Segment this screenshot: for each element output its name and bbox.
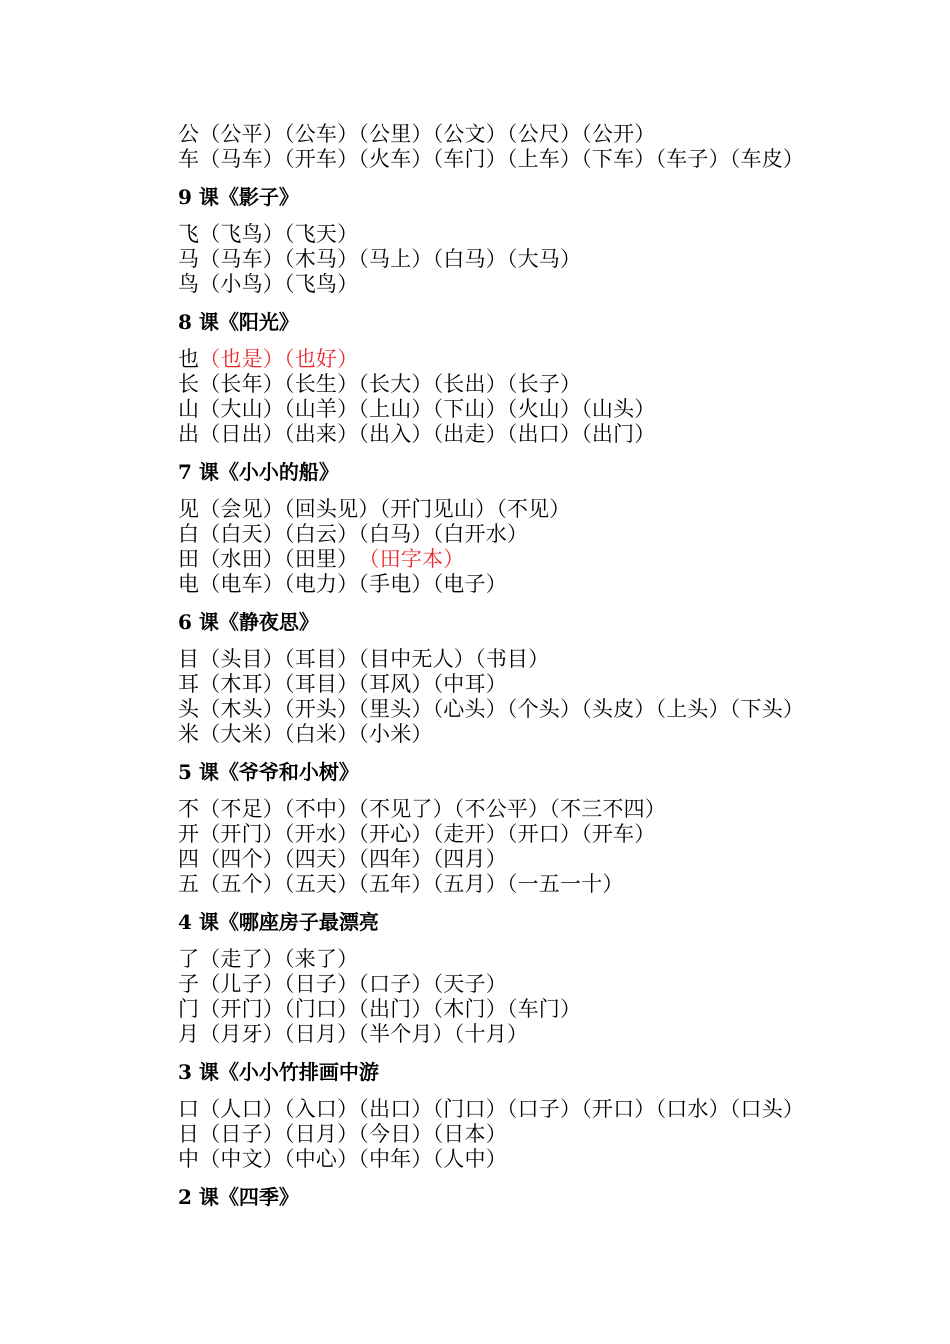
- vocab-text: 见（会见）（回头见）（开门见山）（不见）: [178, 497, 571, 521]
- vocab-line: [178, 647, 858, 672]
- lesson-heading: 8 课《阳光》: [178, 310, 299, 334]
- vocab-line: [178, 697, 858, 722]
- vocab-line: [178, 247, 858, 272]
- lesson-heading: 5 课《爷爷和小树》: [178, 760, 359, 784]
- vocab-line: [178, 372, 858, 397]
- vocab-text: 长（长年）（长生）（长大）（长出）（长子）: [178, 372, 582, 396]
- vocab-text: 田（水田）（田里）: [178, 547, 369, 571]
- vocab-text: 子（儿子）（日子）（口子）（天子）: [178, 972, 507, 996]
- vocab-text: 口（人口）（入口）（出口）（门口）（口子）（开口）（口水）（口头）: [178, 1097, 805, 1121]
- vocab-line: [178, 522, 858, 547]
- lesson-heading: 4 课《哪座房子最漂亮: [178, 910, 379, 934]
- vocab-text: 白（白天）（白云）（白马）（白开水）: [178, 522, 529, 546]
- vocab-line: [178, 972, 858, 997]
- vocab-line: [178, 672, 858, 697]
- vocab-line: [178, 347, 858, 372]
- vocab-text: 了（走了）（来了）: [178, 947, 359, 971]
- section-lesson-4: [178, 910, 858, 1047]
- section-lesson-9: [178, 185, 858, 297]
- vocab-line: [178, 797, 858, 822]
- vocab-line: [178, 397, 858, 422]
- vocab-text: 出（日出）（出来）（出入）（出走）（出口）（出门）: [178, 422, 656, 446]
- highlighted-words: （也是）（也好）: [199, 347, 359, 371]
- vocab-line: [178, 122, 858, 147]
- section-lesson-8: [178, 310, 858, 447]
- vocab-text: 马（马车）（木马）（马上）（白马）（大马）: [178, 247, 582, 271]
- vocab-line: [178, 547, 858, 572]
- vocab-text: 五（五个）（五天）（五年）（五月）（一五一十）: [178, 872, 624, 896]
- vocab-text: 飞（飞鸟）（飞天）: [178, 222, 359, 246]
- vocab-text: 头（木头）（开头）（里头）（心头）（个头）（头皮）（上头）（下头）: [178, 697, 805, 721]
- vocab-line: [178, 1022, 858, 1047]
- vocab-text: 电（电车）（电力）（手电）（电子）: [178, 572, 507, 596]
- vocab-text: 山（大山）（山羊）（上山）（下山）（火山）（山头）: [178, 397, 656, 421]
- vocab-line: [178, 497, 858, 522]
- lesson-heading: 9 课《影子》: [178, 185, 299, 209]
- vocab-line: [178, 722, 858, 747]
- vocab-line: [178, 422, 858, 447]
- vocab-line: [178, 947, 858, 972]
- section-lesson-3: [178, 1060, 858, 1172]
- section-lesson-6: [178, 610, 858, 747]
- vocab-text: 也: [178, 347, 200, 371]
- vocab-text: 公（公平）（公车）（公里）（公文）（公尺）（公开）: [178, 122, 656, 146]
- vocab-line: [178, 997, 858, 1022]
- vocab-line: [178, 572, 858, 597]
- section-lesson-5: [178, 760, 858, 897]
- vocab-line: [178, 872, 858, 897]
- vocab-text: 鸟（小鸟）（飞鸟）: [178, 272, 359, 296]
- vocab-text: 四（四个）（四天）（四年）（四月）: [178, 847, 507, 871]
- lesson-heading: 6 课《静夜思》: [178, 610, 319, 634]
- vocab-line: [178, 1122, 858, 1147]
- lesson-heading: 7 课《小小的船》: [178, 460, 339, 484]
- section-lesson-7: [178, 460, 858, 597]
- vocab-line: [178, 272, 858, 297]
- vocab-text: 车（马车）（开车）（火车）（车门）（上车）（下车）（车子）（车皮）: [178, 147, 805, 171]
- vocab-text: 门（开门）（门口）（出门）（木门）（车门）: [178, 997, 582, 1021]
- highlighted-words: （田字本）: [369, 547, 465, 571]
- vocab-text: 米（大米）（白米）（小米）: [178, 722, 433, 746]
- vocab-line: [178, 847, 858, 872]
- lesson-heading: 2 课《四季》: [178, 1185, 299, 1209]
- section-continued: [178, 122, 858, 172]
- vocab-text: 月（月牙）（日月）（半个月）（十月）: [178, 1022, 529, 1046]
- vocab-text: 中（中文）（中心）（中年）（人中）: [178, 1147, 507, 1171]
- vocab-text: 开（开门）（开水）（开心）（走开）（开口）（开车）: [178, 822, 656, 846]
- vocab-line: [178, 1097, 858, 1122]
- section-lesson-2: [178, 1185, 858, 1210]
- vocab-line: [178, 147, 858, 172]
- vocab-text: 耳（木耳）（耳目）（耳风）（中耳）: [178, 672, 507, 696]
- vocab-line: [178, 222, 858, 247]
- lesson-heading: 3 课《小小竹排画中游: [178, 1060, 379, 1084]
- vocab-line: [178, 822, 858, 847]
- vocab-text: 不（不足）（不中）（不见了）（不公平）（不三不四）: [178, 797, 666, 821]
- vocab-line: [178, 1147, 858, 1172]
- document-page: [178, 122, 858, 1222]
- vocab-text: 目（头目）（耳目）（目中无人）（书目）: [178, 647, 550, 671]
- vocab-text: 日（日子）（日月）（今日）（日本）: [178, 1122, 507, 1146]
